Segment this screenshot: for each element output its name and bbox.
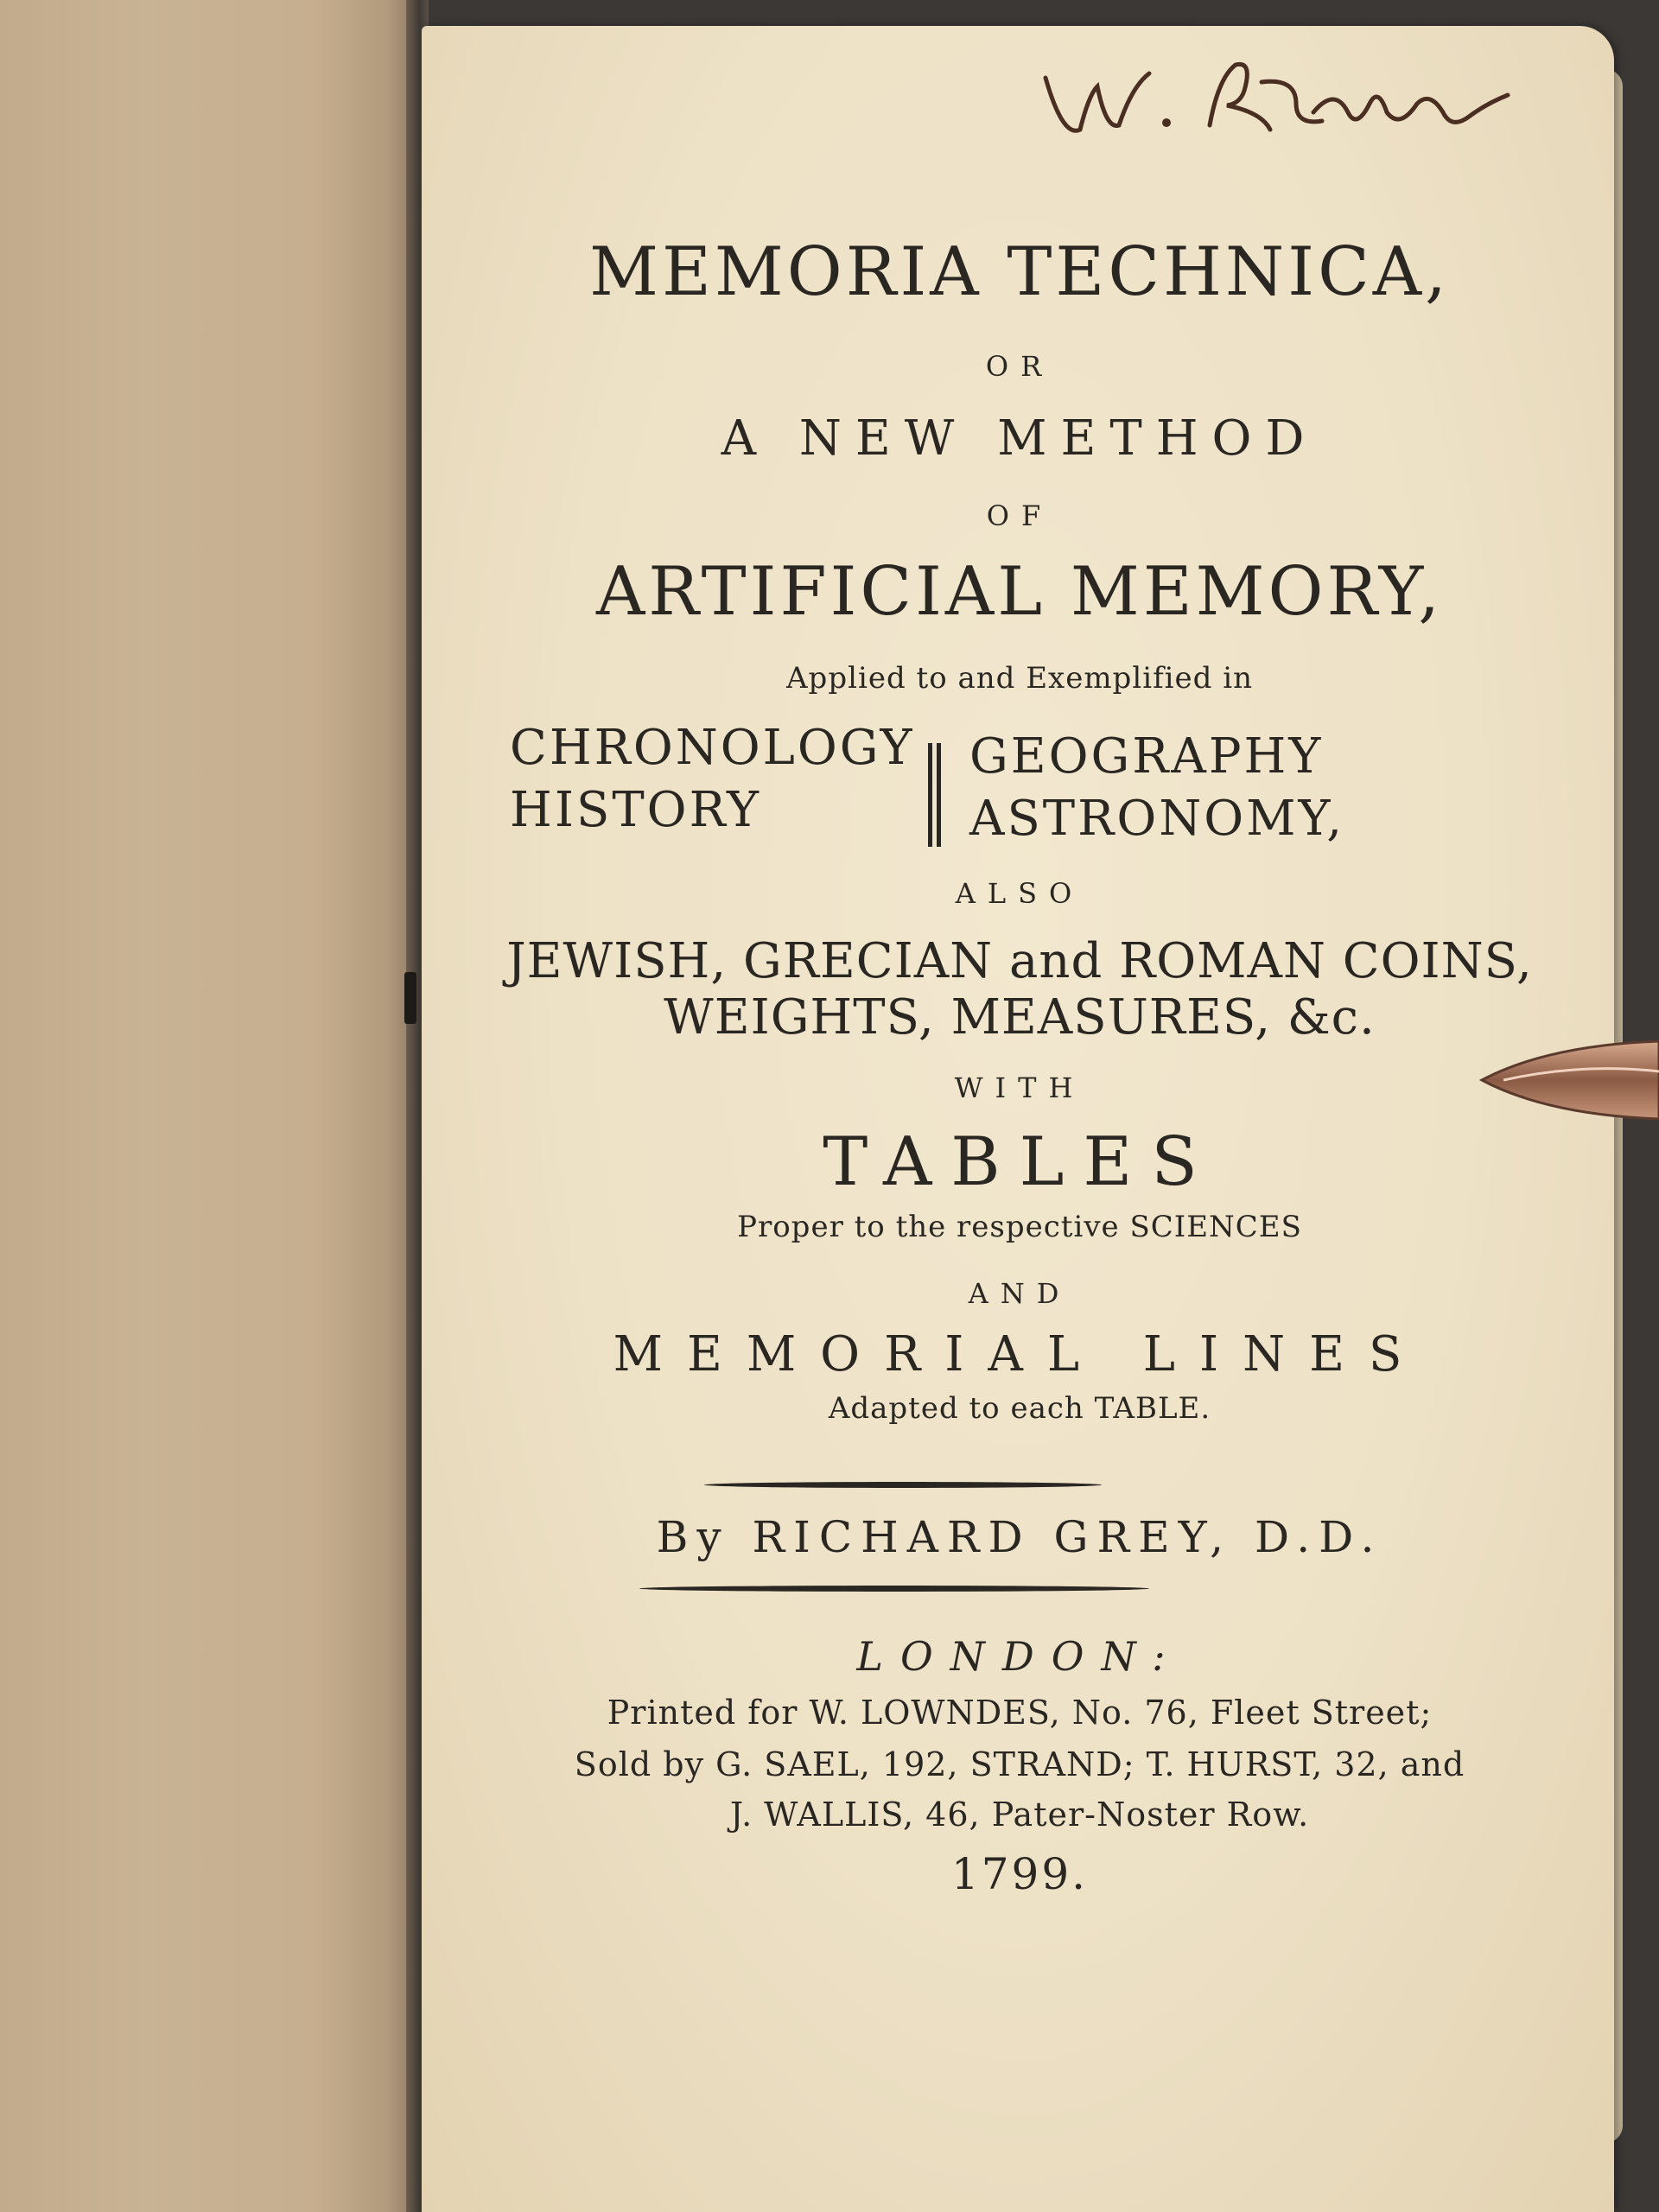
subject-chronology: CHRONOLOGY (510, 720, 915, 776)
also-text: ALSO (955, 877, 1084, 910)
tables-description: Proper to the respective SCIENCES (737, 1210, 1302, 1244)
rule-top (704, 1482, 1102, 1488)
adapted-text: Adapted to each TABLE. (828, 1391, 1211, 1426)
ink-tab-mark (404, 972, 416, 1024)
author-text: By RICHARD GREY, D.D. (656, 1512, 1383, 1562)
or-text: OR (985, 350, 1054, 383)
applied-text: Applied to and Exemplified in (786, 661, 1253, 696)
title-text: MEMORIA TECHNICA, (589, 233, 1450, 311)
subtitle-artificial-memory: ARTIFICIAL MEMORY, (595, 553, 1444, 631)
year-text: 1799. (950, 1849, 1089, 1899)
city-text: LONDON: (856, 1633, 1183, 1680)
subtitle-new-method: A NEW METHOD (721, 410, 1319, 467)
tables-text: TABLES (823, 1123, 1217, 1201)
endpaper (0, 0, 416, 2212)
imprint-line-3: J. WALLIS, 46, Pater-Noster Row. (729, 1796, 1310, 1834)
imprint-line-2: Sold by G. SAEL, 192, STRAND; T. HURST, 32, and (574, 1745, 1465, 1783)
handwritten-signature (1037, 43, 1521, 147)
imprint-line-1: Printed for W. LOWNDES, No. 76, Fleet Street; (607, 1694, 1433, 1732)
subject-divider (928, 743, 932, 847)
with-text: WITH (954, 1071, 1085, 1104)
subjects-left (510, 717, 914, 842)
subject-geography: GEOGRAPHY (969, 728, 1324, 785)
coins-line-1: JEWISH, GRECIAN and ROMAN COINS, (506, 933, 1533, 989)
subjects-right (969, 726, 1344, 850)
coins-line-2: WEIGHTS, MEASURES, &c. (664, 989, 1376, 1046)
and-text: AND (968, 1277, 1071, 1310)
memorial-lines-text: MEMORIAL LINES (613, 1326, 1427, 1382)
rule-bottom (639, 1586, 1149, 1592)
subject-divider-2 (937, 743, 941, 847)
subject-history: HISTORY (510, 782, 761, 838)
of-text: OF (986, 499, 1053, 532)
subject-astronomy: ASTRONOMY, (969, 791, 1345, 847)
